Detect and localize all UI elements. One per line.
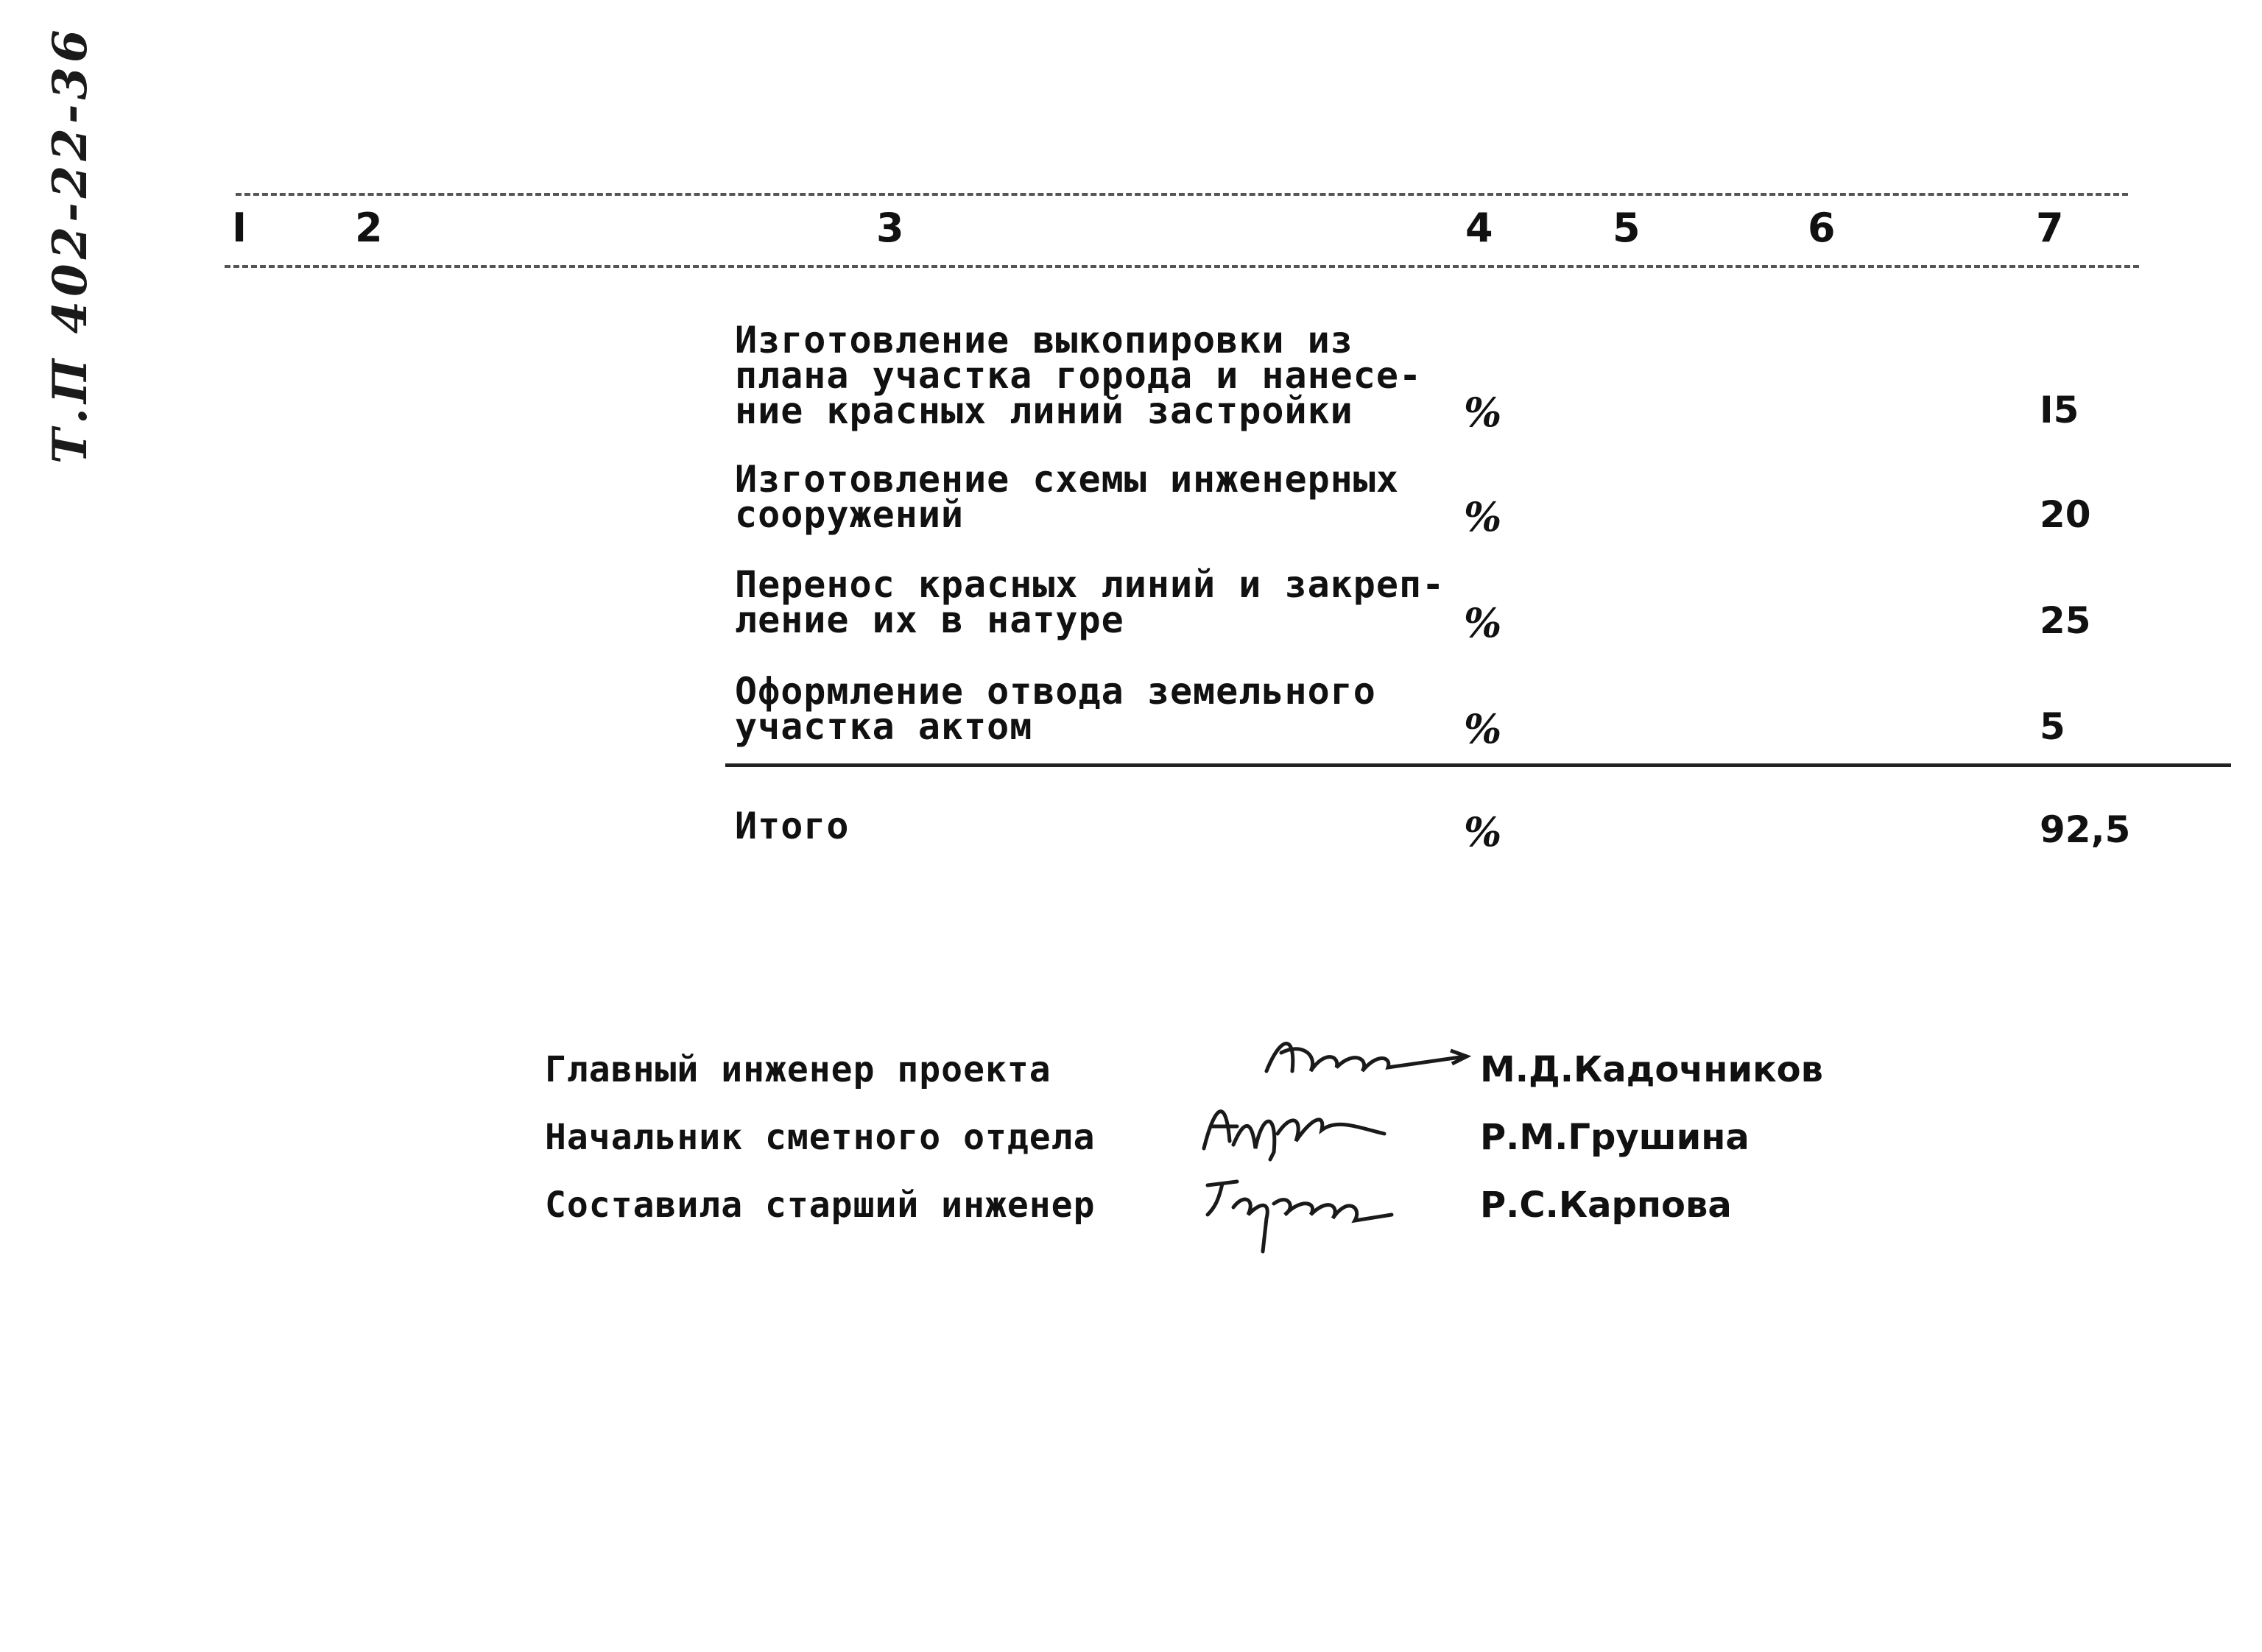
signature-name-senior-engineer: Р.С.Карпова: [1480, 1185, 1732, 1226]
handwritten-signature-2: [1193, 1090, 1399, 1163]
row-2-unit: %: [1464, 493, 1502, 540]
column-header-6: 6: [1808, 205, 1836, 251]
handwritten-signature-3: [1193, 1163, 1399, 1259]
row-2-description: Изготовление схемы инженерных сооружений: [735, 458, 1399, 536]
column-header-2: 2: [355, 205, 383, 251]
row-1-value: I5: [2040, 389, 2079, 431]
margin-document-code: Т.П 402-22-36: [43, 25, 98, 464]
signature-title-estimates-head: Начальник сметного отдела: [545, 1117, 1096, 1158]
signature-title-chief-engineer: Главный инженер проекта: [545, 1049, 1051, 1090]
row-2-value: 20: [2040, 493, 2091, 536]
row-3-unit: %: [1464, 599, 1502, 646]
row-4-unit: %: [1464, 705, 1502, 752]
handwritten-signature-1: [1252, 1027, 1473, 1093]
column-header-5: 5: [1613, 205, 1641, 251]
column-header-1: I: [232, 205, 247, 251]
column-header-4: 4: [1465, 205, 1493, 251]
signature-name-chief-engineer: М.Д.Кадочников: [1480, 1049, 1824, 1090]
total-unit: %: [1464, 808, 1502, 855]
row-1-unit: %: [1464, 389, 1502, 436]
column-header-7: 7: [2036, 205, 2064, 251]
signature-title-senior-engineer: Составила старший инженер: [545, 1185, 1096, 1226]
row-3-description: Перенос красных линий и закреп- ление их в натуре: [735, 563, 1445, 641]
total-label: Итого: [735, 805, 850, 847]
signature-name-estimates-head: Р.М.Грушина: [1480, 1117, 1750, 1158]
row-1-description: Изготовление выкопировки из плана участка города и нанесе- ние красных линий застройки: [735, 319, 1423, 432]
column-header-3: 3: [876, 205, 904, 251]
total-value: 92,5: [2040, 808, 2131, 851]
row-3-value: 25: [2040, 599, 2091, 642]
row-4-value: 5: [2040, 705, 2065, 748]
header-bottom-rule: [225, 265, 2139, 268]
header-top-rule: [236, 193, 2128, 196]
row-4-description: Оформление отвода земельного участка актом: [735, 670, 1376, 748]
total-separator: [725, 763, 2231, 767]
